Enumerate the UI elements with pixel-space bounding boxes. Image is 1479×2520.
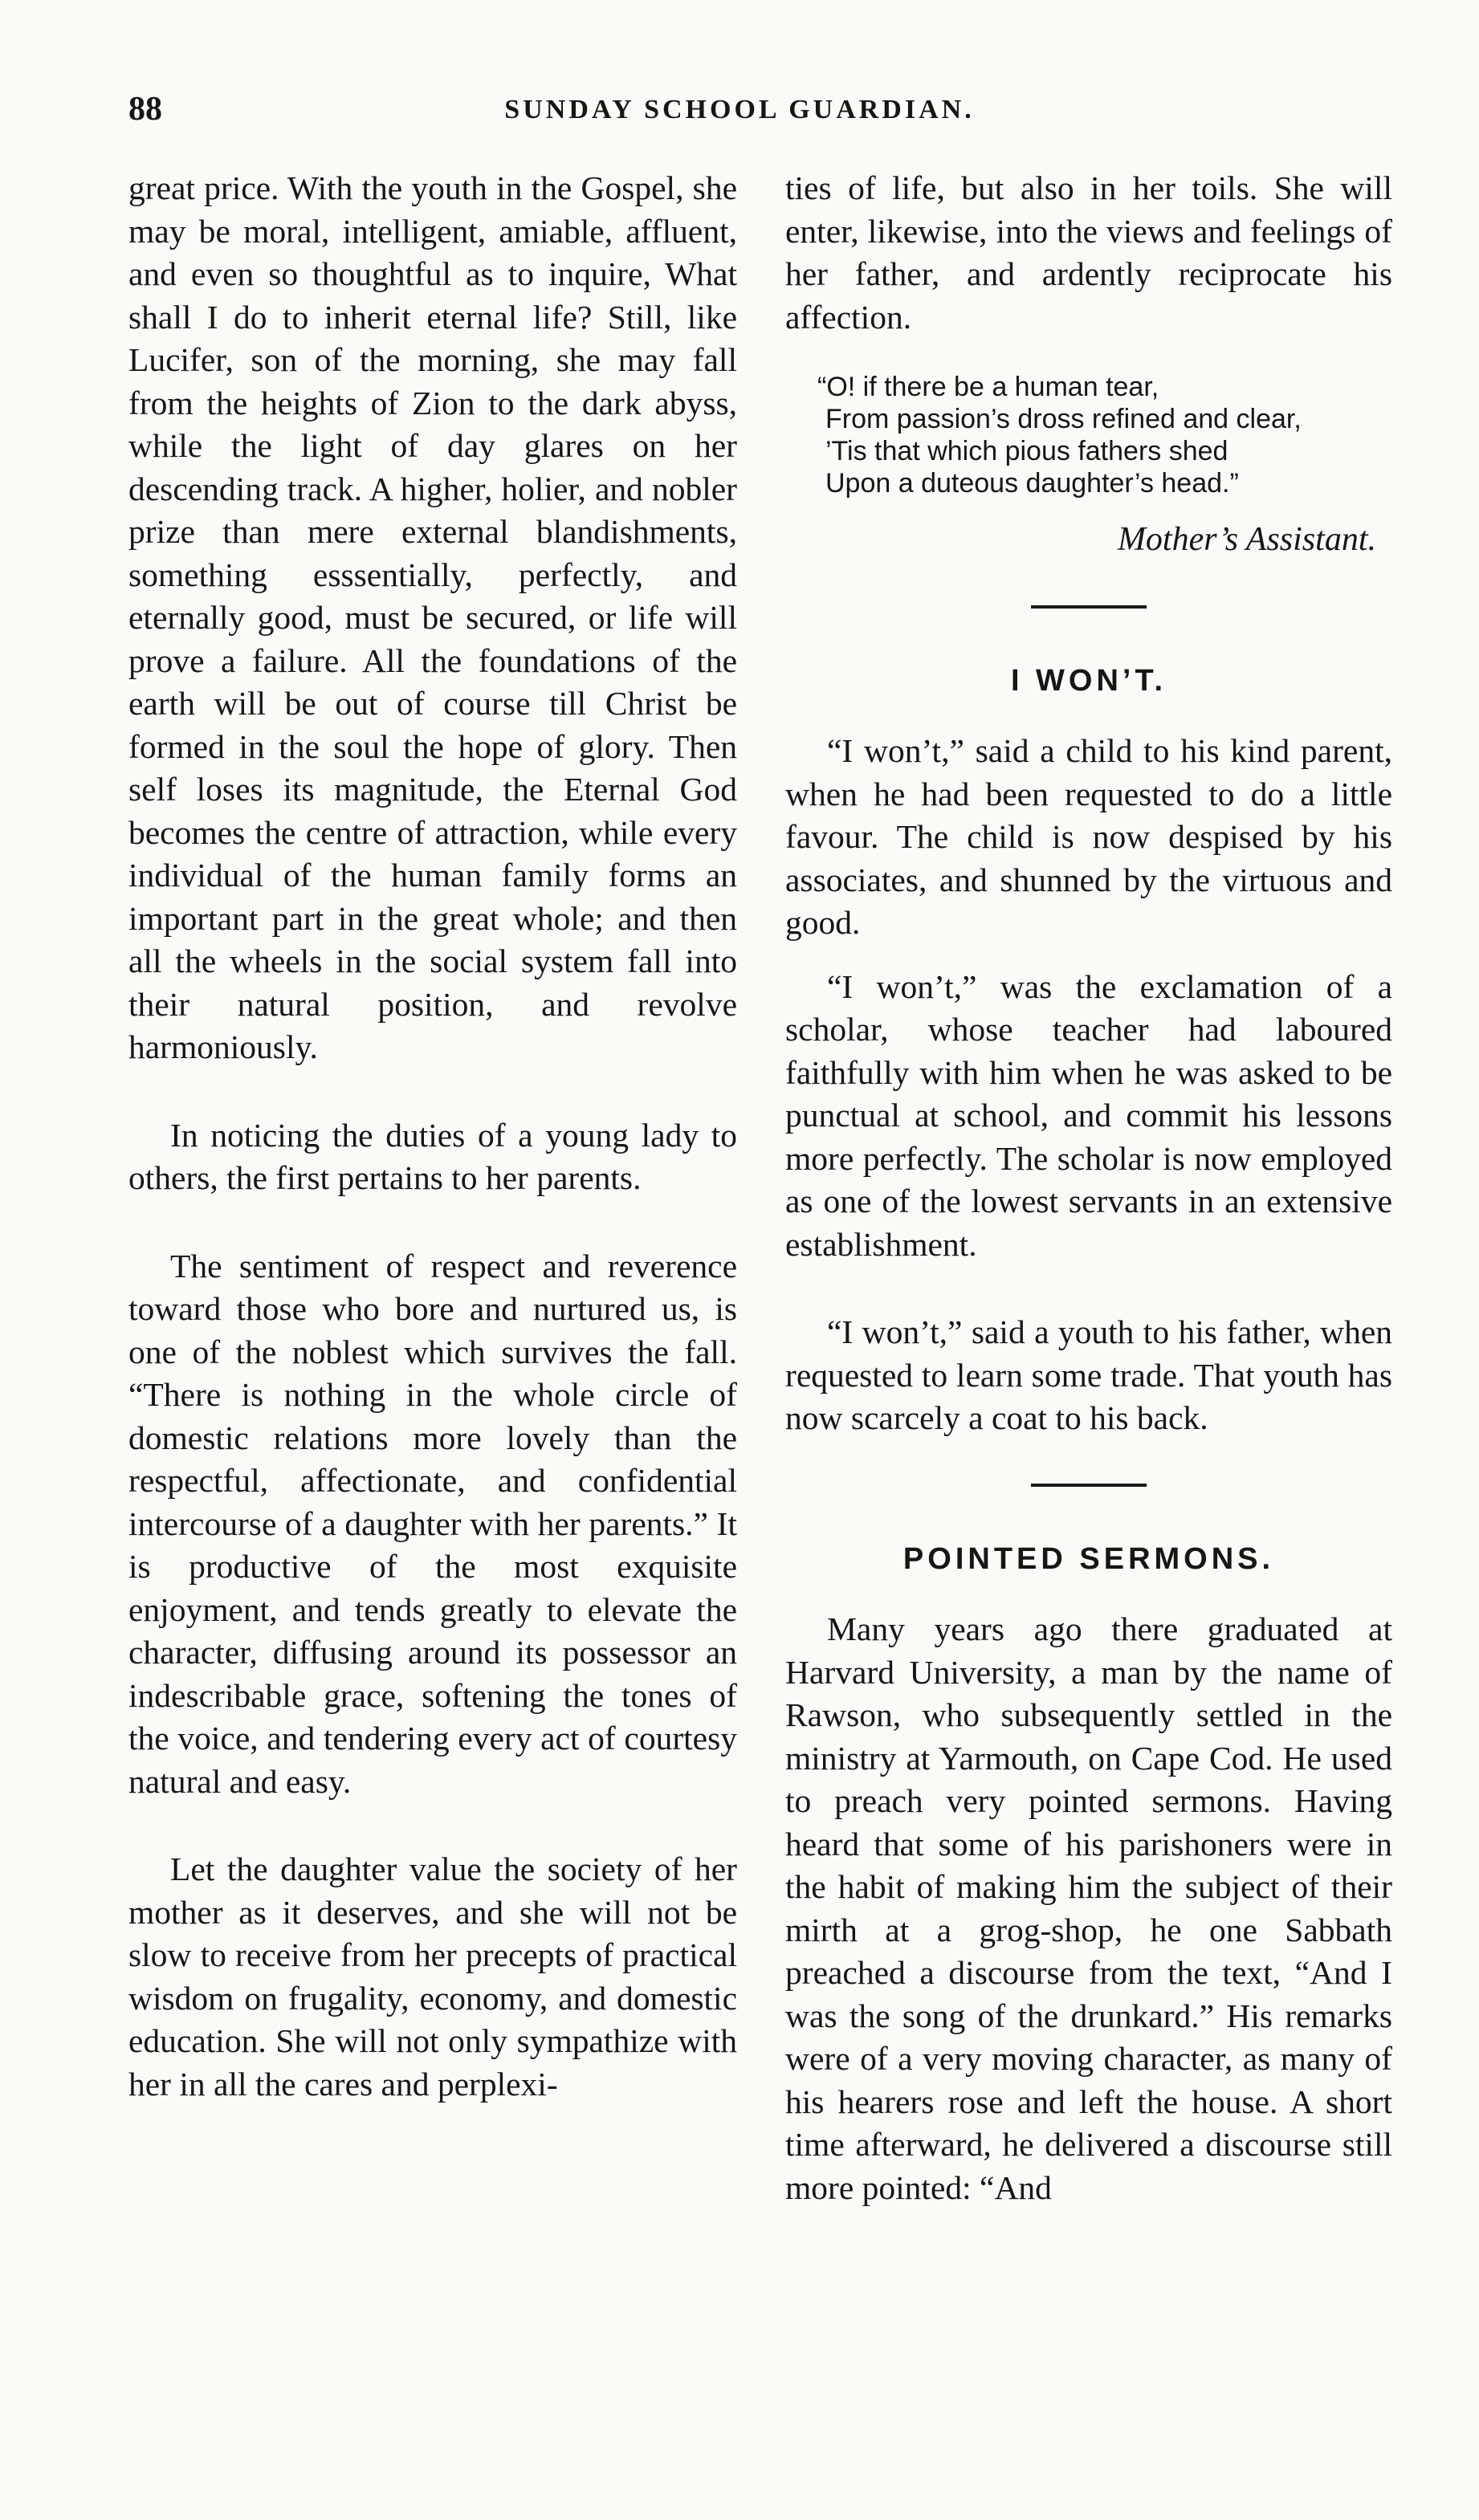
paragraph: “I won’t,” said a youth to his father, when requested to learn some trade. That youth has now scarcely a coat to his back. (785, 1313, 1392, 1436)
poem-line: “O! if there be a human tear, (817, 372, 1159, 402)
right-column (785, 167, 1392, 2209)
section-rule (1031, 1484, 1147, 1487)
paragraph: “I won’t,” said a child to his kind parent, when he had been requested to do a little favour. The child is now despised by his associates, and shunned by the virtuous and good. (785, 732, 1392, 941)
paragraph: “I won’t,” was the exclamation of a scholar, whose teacher had laboured faithfully with him when he was asked to be punctual at school, and commit his lessons more perfectly. The scholar is now employed as one of the lowest servants in an extensive establishment. (785, 967, 1392, 1263)
left-column (128, 167, 737, 2106)
section-heading: POINTED SERMONS. (902, 1541, 1275, 1576)
poem (817, 371, 1392, 499)
section-heading: I WON’T. (1010, 663, 1167, 698)
paragraph: In noticing the duties of a young lady to others, the first pertains to her parents. (128, 1116, 737, 1196)
poem-line: Upon a duteous daughter’s head.” (825, 468, 1239, 499)
page-number: 88 (128, 91, 162, 128)
section-rule (1031, 605, 1147, 609)
paragraph: Let the daughter value the society of her mother as it deserves, and she will not be slow to receive from her precepts of practical wisdom on frugality, economy, and domestic education. She will not only sympathize with her in all the cares and perplexi- (128, 1850, 737, 2103)
paragraph: ties of life, but also in her toils. She will enter, likewise, into the views and feelings of her father, and ardently reciprocate his affection. (785, 169, 1392, 336)
paragraph: great price. With the youth in the Gospel, she may be moral, intelligent, amiable, affluent, and even so thoughtful as to inquire, What shall I do to inherit eternal life? Still, like Lucifer, son of the morning, she may fall from the heights of Zion to the dark abyss, while the light of day glares on her descending track. A higher, holier, and nobler prize than mere external blandishments, something esssentially, perfectly, and eternally good, must be secured, or life will prove a failure. All the foundations of the earth will be out of course till Christ be formed in the soul the hope of glory. Then self loses its magnitude, the Eternal God becomes the centre of attraction, while every individual of the human family forms an important part in the great whole; and then all the wheels in the social system fall into their natural position, and revolve harmoniously. (128, 169, 737, 1065)
paragraph: The sentiment of respect and reverence toward those who bore and nurtured us, is one of the noblest which survives the fall. “There is nothing in the whole circle of domestic relations more lovely than the respectful, affectionate, and confidential intercourse of a daughter with her parents.” It is productive of the most exquisite enjoyment, and tends greatly to elevate the character, diffusing around its possessor an indescribable grace, softening the tones of the voice, and tendering every act of courtesy natural and easy. (128, 1247, 737, 1800)
poem-line: ’Tis that which pious fathers shed (825, 436, 1228, 466)
paragraph: Many years ago there graduated at Harvard University, a man by the name of Rawson, who subsequently settled in the ministry at Yarmouth, on Cape Cod. He used to preach very pointed sermons. Having heard that some of his parishoners were in the habit of making him the subject of their mirth at a grog-shop, he one Sabbath preached a discourse from the text, “And I was the song of the drunkard.” His remarks were of a very moving character, as many of his hearers rose and left the house. A short time afterward, he delivered a discourse still more pointed: “And (785, 1610, 1392, 2206)
poem-line: From passion’s dross refined and clear, (825, 404, 1302, 434)
running-head: SUNDAY SCHOOL GUARDIAN. (504, 95, 975, 124)
attribution: Mother’s Assistant. (1117, 521, 1376, 558)
